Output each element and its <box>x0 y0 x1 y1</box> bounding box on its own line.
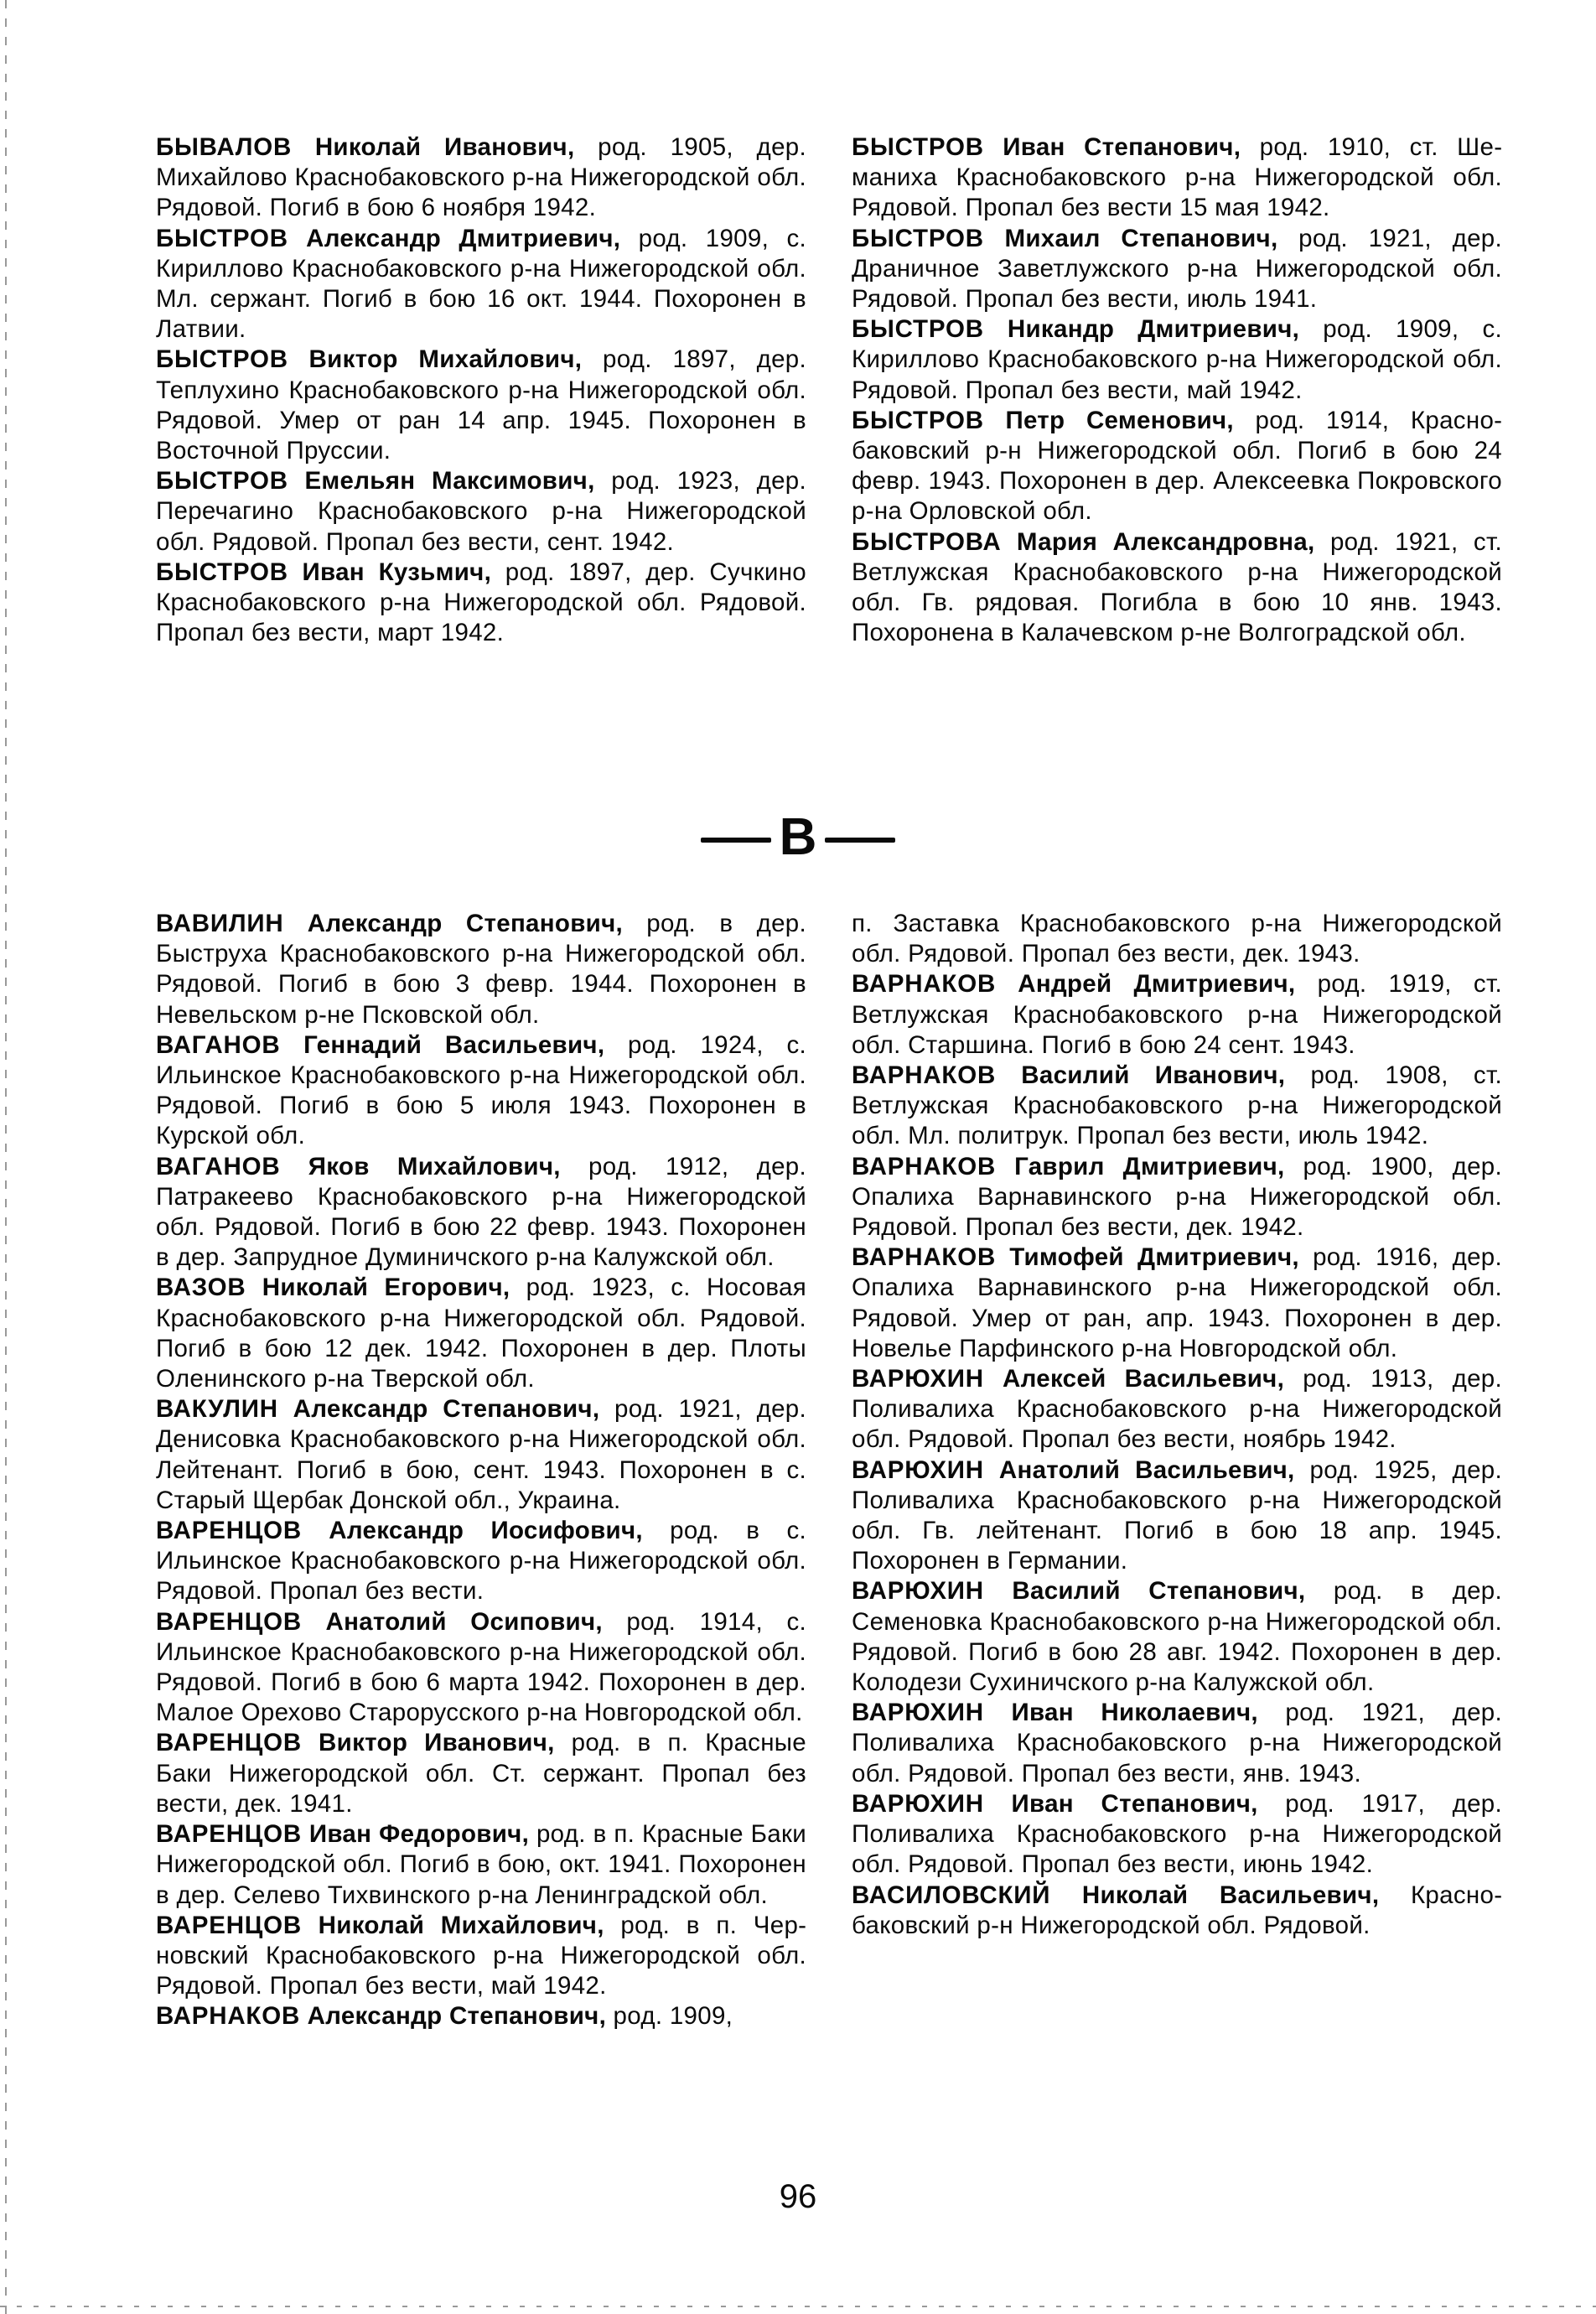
entry-details: род. 1925, дер. Поливалиха Краснобаковского р-на Нижегородской обл. Гв. лейтенант. Погиб в бою 18 апр. 1945. Похоронен в Германии. <box>852 1455 1502 1575</box>
entry-details: род. 1912, дер. Патракеево Краснобаковского р-на Нижегородской обл. Рядовой. Погиб в бою 22 февр. 1943. Похоронен в дер. Запрудное Думиничского р-на Калужской обл. <box>156 1152 806 1272</box>
entry-given-name: Иван Кузьмич, <box>302 558 492 586</box>
entry-details: род. 1897, дер. Сучкино Краснобаковского р-на Нижегородской обл. Рядовой. Пропал без вести, март 1942. <box>156 558 807 647</box>
entry-details: род. 1909, <box>606 2002 733 2031</box>
entry-given-name: Петр Семенович, <box>1005 406 1234 434</box>
heading-dash-right <box>825 838 895 843</box>
entry-given-name: Александр Степанович, <box>293 1395 600 1424</box>
entry-surname: БЫСТРОВА <box>852 527 1002 556</box>
entry-given-name: Виктор Михайлович, <box>308 345 583 374</box>
entry-surname: ВАГАНОВ <box>156 1152 281 1180</box>
entry <box>156 224 806 345</box>
entry-details: род. в п. Красные Баки Нижегородской обл. Погиб в бою, окт. 1941. Похоронен в дер. Селево Тихвинского р-на Ленинградской обл. <box>156 1820 806 1909</box>
entry-details: род. 1914, с. Ильинское Краснобаковского р-на Нижегородской обл. Рядовой. Погиб в бою 6 марта 1942. Похоронен в дер. Малое Орехово Старорусского р-на Новгородской обл. <box>156 1607 806 1727</box>
entry-surname: БЫСТРОВ <box>156 558 288 586</box>
entry-surname: БЫСТРОВ <box>156 224 288 252</box>
entry-surname: ВАРЕНЦОВ <box>156 1607 302 1636</box>
entry-given-name: Николай Иванович, <box>314 133 575 161</box>
entry-details: Краснобаковский р-н Нижегородской обл. Рядовой. <box>852 1881 1503 1939</box>
entry-details: род. 1914, Краснобаковский р-н Нижегородской обл. Погиб в бою 24 февр. 1943. Похоронен в дер. Алексеевка Покровского р-на Орловской обл. <box>852 406 1502 526</box>
section-letter: В <box>779 808 817 866</box>
entry-surname: ВАРЮХИН <box>852 1365 984 1393</box>
entry-surname: БЫСТРОВ <box>852 133 984 161</box>
entry-given-name: Емельян Максимович, <box>304 467 595 495</box>
entry <box>156 1819 806 1911</box>
entry-surname: БЫСТРОВ <box>852 315 984 344</box>
scan-edge-bottom <box>0 2306 1596 2307</box>
entry <box>156 345 806 466</box>
entry-surname: БЫСТРОВ <box>156 345 288 374</box>
entry-surname: ВАРНАКОВ <box>852 1243 997 1272</box>
column-top-left <box>156 132 806 648</box>
entry <box>852 1061 1502 1152</box>
entry-given-name: Яков Михайлович, <box>308 1152 561 1180</box>
entry-details: род. 1897, дер. Теплухино Краснобаковского р-на Нижегородской обл. Рядовой. Умер от ран 14 апр. 1945. Похоронен в Восточной Пруссии. <box>156 345 806 465</box>
entry-surname: БЫСТРОВ <box>156 467 288 495</box>
entry <box>156 1728 806 1819</box>
entry-given-name: Тимофей Дмитриевич, <box>1009 1243 1299 1272</box>
entry-given-name: Александр Степанович, <box>307 2002 607 2031</box>
entry <box>156 1152 806 1274</box>
entry-given-name: Виктор Иванович, <box>319 1729 555 1757</box>
entry-details: род. в дер. Семеновка Краснобаковского р-на Нижегородской обл. Рядовой. Погиб в бою 28 авг. 1942. Похоронен в дер. Колодези Сухиничского р-на Калужской обл. <box>852 1577 1503 1697</box>
entry-details: род. 1900, дер. Опалиха Варнавинского р-на Нижегородской обл. Рядовой. Пропал без вести, дек. 1942. <box>852 1152 1502 1242</box>
entry-surname: ВАРЮХИН <box>852 1789 984 1818</box>
entry-surname: ВАРЮХИН <box>852 1699 984 1727</box>
section-letter-heading <box>0 808 1596 866</box>
entry-given-name: Василий Иванович, <box>1021 1061 1286 1090</box>
entry-given-name: Александр Дмитриевич, <box>306 224 621 252</box>
entry-details: род. 1921, ст. Ветлужская Краснобаковского р-на Нижегородской обл. Гв. рядовая. Погибла в бою 10 янв. 1943. Похоронена в Калачевском р-не Волгоградской обл. <box>852 527 1503 647</box>
entry <box>852 969 1502 1061</box>
entry-given-name: Михаил Степанович, <box>1004 224 1278 252</box>
entry-given-name: Иван Степанович, <box>1011 1789 1258 1818</box>
entry <box>852 1698 1502 1789</box>
entry-details: род. 1923, с. Носовая Краснобаковского р-на Нижегородской обл. Рядовой. Погиб в бою 12 дек. 1942. Похоронен в дер. Плоты Оленинского р-на Тверской обл. <box>156 1274 807 1393</box>
entry-details: род. 1917, дер. Поливалиха Краснобаковского р-на Нижегородской обл. Рядовой. Пропал без вести, июнь 1942. <box>852 1789 1503 1879</box>
entry-given-name: Гаврил Дмитриевич, <box>1014 1152 1285 1180</box>
entry-given-name: Иван Николаевич, <box>1011 1699 1258 1727</box>
entry <box>852 1243 1502 1364</box>
entry-details: род. 1916, дер. Опалиха Варнавинского р-на Нижегородской обл. Рядовой. Умер от ран, апр. 1943. Похоронен в дер. Новелье Парфинского р-на Новгородской обл. <box>852 1243 1503 1362</box>
entry-details: род. 1919, ст. Ветлужская Краснобаковского р-на Нижегородской обл. Старшина. Погиб в бою 24 сент. 1943. <box>852 970 1503 1059</box>
entry <box>852 314 1502 406</box>
entry <box>156 132 806 224</box>
entry-details: род. 1923, дер. Перечагино Краснобаковского р-на Нижегородской обл. Рядовой. Пропал без вести, сент. 1942. <box>156 467 807 556</box>
entry-given-name: Николай Васильевич, <box>1081 1881 1380 1909</box>
entry-surname: ВАРНАКОВ <box>852 1152 997 1180</box>
entry <box>852 1455 1502 1577</box>
column-top-right <box>852 132 1502 648</box>
entry <box>156 909 806 1030</box>
column-bottom-left <box>156 909 806 2032</box>
entry <box>852 132 1502 224</box>
entry-surname: ВАВИЛИН <box>156 910 284 937</box>
entry-given-name: Александр Степанович, <box>307 910 623 937</box>
entry-details: род. 1908, ст. Ветлужская Краснобаковского р-на Нижегородской обл. Мл. политрук. Пропал без вести, июль 1942. <box>852 1061 1503 1150</box>
entry-surname: ВАРНАКОВ <box>156 2002 301 2031</box>
entry-given-name: Иван Федорович, <box>308 1820 530 1849</box>
column-bottom-right <box>852 909 1502 1941</box>
entry-surname: БЫВАЛОВ <box>156 133 293 161</box>
entry-surname: ВАСИЛОВСКИЙ <box>852 1881 1051 1909</box>
entry-given-name: Василий Степанович, <box>1012 1577 1306 1606</box>
entry <box>852 224 1502 315</box>
entry-surname: ВАРЕНЦОВ <box>156 1729 302 1757</box>
entry <box>852 406 1502 527</box>
entry-surname: ВАРНАКОВ <box>852 970 997 999</box>
entry-details: род. 1924, с. Ильинское Краснобаковского р-на Нижегородской обл. Рядовой. Погиб в бою 5 июля 1943. Похоронен в Курской обл. <box>156 1030 806 1150</box>
entry-given-name: Иван Степанович, <box>1003 133 1241 161</box>
entry <box>852 909 1502 969</box>
entry-details: род. 1913, дер. Поливалиха Краснобаковского р-на Нижегородской обл. Рядовой. Пропал без вести, ноябрь 1942. <box>852 1365 1502 1454</box>
entry-given-name: Геннадий Васильевич, <box>303 1030 605 1059</box>
entry <box>852 1152 1502 1243</box>
entry-surname: БЫСТРОВ <box>852 406 984 434</box>
entry-surname: ВАГАНОВ <box>156 1030 281 1059</box>
entry-surname: ВАРЕНЦОВ <box>156 1517 302 1545</box>
page-number: 96 <box>779 2178 817 2215</box>
entry-details: род. 1921, дер. Поливалиха Краснобаковского р-на Нижегородской обл. Рядовой. Пропал без вести, янв. 1943. <box>852 1699 1502 1787</box>
entry-surname: ВАРЮХИН <box>852 1455 984 1484</box>
entry-surname: ВАРЕНЦОВ <box>156 1911 302 1939</box>
entry <box>156 1516 806 1607</box>
entry-details: род. 1905, дер. Михайлово Краснобаковского р-на Нижегородской обл. Рядовой. Погиб в бою 6 ноября 1942. <box>156 133 806 222</box>
entry-surname: ВАРНАКОВ <box>852 1061 997 1090</box>
entry <box>156 1911 806 2002</box>
entry <box>852 1364 1502 1455</box>
entry <box>156 558 806 649</box>
entry-given-name: Никандр Дмитриевич, <box>1007 315 1300 344</box>
entry <box>852 1789 1502 1881</box>
entry-details: род. 1909, с. Кириллово Краснобаковского р-на Нижегородской обл. Рядовой. Пропал без вести, май 1942. <box>852 315 1502 404</box>
entry-surname: ВАКУЛИН <box>156 1395 278 1424</box>
entry <box>156 1607 806 1729</box>
entry-given-name: Анатолий Васильевич, <box>998 1455 1295 1484</box>
entry-given-name: Александр Иосифович, <box>329 1517 643 1545</box>
entry <box>852 527 1502 649</box>
entry-details: род. 1921, дер. Денисовка Краснобаковского р-на Нижегородской обл. Лейтенант. Погиб в бою, сент. 1943. Похоронен в с. Старый Щербак Донской обл., Украина. <box>156 1395 806 1514</box>
entry-given-name: Андрей Дмитриевич, <box>1018 970 1296 999</box>
entry <box>156 1273 806 1394</box>
entry-surname: ВАЗОВ <box>156 1274 246 1302</box>
entry <box>156 2001 806 2031</box>
entry <box>156 1394 806 1516</box>
entry <box>852 1881 1502 1941</box>
entry-details: род. в п. Черновский Краснобаковского р-на Нижегородской обл. Рядовой. Пропал без вести, май 1942. <box>156 1911 806 2000</box>
heading-dash-left <box>701 838 771 843</box>
entry-details: род. в п. Красные Баки Нижегородской обл. Ст. сержант. Пропал без вести, дек. 1941. <box>156 1729 807 1818</box>
entry-details: род. в с. Ильинское Краснобаковского р-на Нижегородской обл. Рядовой. Пропал без вести. <box>156 1517 807 1606</box>
entry-surname: ВАРЮХИН <box>852 1577 984 1606</box>
entry-surname: ВАРЕНЦОВ <box>156 1820 302 1849</box>
entry-given-name: Мария Александровна, <box>1016 527 1315 556</box>
entry-given-name: Алексей Васильевич, <box>1003 1365 1285 1393</box>
entry-surname: БЫСТРОВ <box>852 224 984 252</box>
entry-details: п. Заставка Краснобаковского р-на Нижегородской обл. Рядовой. Пропал без вести, дек. 1943. <box>852 910 1502 968</box>
entry-given-name: Николай Михайлович, <box>318 1911 604 1939</box>
entry-given-name: Николай Егорович, <box>262 1274 510 1302</box>
entry <box>156 1030 806 1152</box>
entry <box>852 1576 1502 1698</box>
entry-details: род. 1909, с. Кириллово Краснобаковского р-на Нижегородской обл. Мл. сержант. Погиб в бою 16 окт. 1944. Похоронен в Латвии. <box>156 224 806 344</box>
entry-details: род. 1910, ст. Шеманиха Краснобаковского р-на Нижегородской обл. Рядовой. Пропал без вести 15 мая 1942. <box>852 133 1503 222</box>
entry-details: род. 1921, дер. Драничное Заветлужского р-на Нижегородской обл. Рядовой. Пропал без вести, июль 1941. <box>852 224 1502 314</box>
scan-edge-left <box>5 0 7 2314</box>
entry-given-name: Анатолий Осипович, <box>325 1607 603 1636</box>
entry <box>156 466 806 558</box>
entry-details: род. в дер. Быструха Краснобаковского р-на Нижегородской обл. Рядовой. Погиб в бою 3 февр. 1944. Похоронен в Невельском р-не Псковской обл. <box>156 910 806 1029</box>
